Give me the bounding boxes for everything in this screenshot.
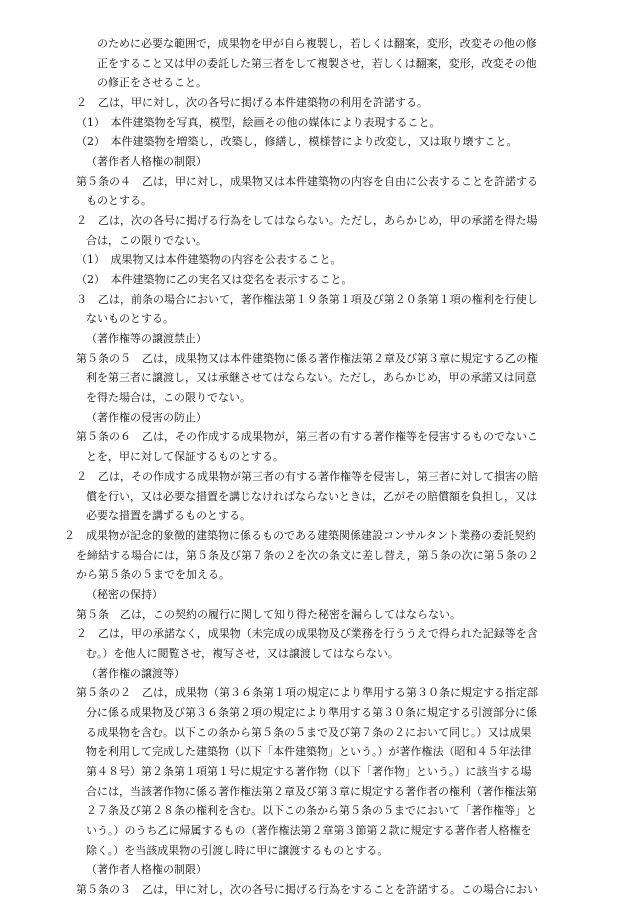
text-line: 除く。）を当該成果物の引渡し時に甲に譲渡するものとする。 <box>86 844 389 857</box>
text-line: 必要な措置を講ずるものとする。 <box>86 509 251 522</box>
text-line: 物を利用して完成した建築物（以下「本件建築物」という。）が著作権法（昭和４５年法律 <box>86 745 532 758</box>
text-line: （1） 成果物又は本件建築物の内容を公表すること。 <box>76 253 342 266</box>
text-line: 第５条 乙は，この契約の履行に関して知り得た秘密を漏らしてはならない。 <box>76 608 461 621</box>
section-heading: （著作者人格権の制限） <box>86 155 207 168</box>
section-heading: （著作権の譲渡等） <box>86 667 185 680</box>
text-line: 分に係る成果物及び第３６条第２項の規定により準用する第３０条に規定する引渡部分に係 <box>86 706 537 719</box>
text-line: ２ 乙は，その作成する成果物が第三者の有する著作権等を侵害し，第三者に対して損害の賠 <box>76 470 538 483</box>
text-line: 償を行い，又は必要な措置を講じなければならないときは，乙がその賠償額を負担し，又は <box>86 490 537 503</box>
text-line: のために必要な範囲で，成果物を甲が自ら複製し，若しくは翻案，変形，改変その他の修 <box>97 37 537 50</box>
text-line: 第５条の２ 乙は，成果物（第３６条第１項の規定により準用する第３０条に規定する指定部 <box>76 686 538 699</box>
text-line: を締結する場合には，第５条及び第７条の２を次の条文に差し替え，第５条の次に第５条の２ <box>76 549 539 562</box>
text-line: 合は，この限りでない。 <box>86 234 207 247</box>
text-line: ２７条及び第２８条の権利を含む。以下この条から第５条の５までにおいて「著作権等」と <box>86 804 537 817</box>
text-line: 合には，当該著作物に係る著作権法第２章及び第３章に規定する著作者の権利（著作権法第 <box>86 785 537 798</box>
text-line: ないものとする。 <box>86 312 174 325</box>
text-line: ３ 乙は，前条の場合において，著作権法第１９条第１項及び第２０条第１項の権利を行使し <box>76 293 538 306</box>
section-heading: （著作権等の譲渡禁止） <box>86 332 207 345</box>
text-line: る成果物を含む。以下この条から第５条の５まで及び第７条の２において同じ。）又は成果 <box>86 726 532 739</box>
text-line: 第５条の４ 乙は，甲に対し，成果物又は本件建築物の内容を自由に公表することを許諾する <box>76 175 538 188</box>
text-line: ２ 乙は，甲に対し，次の各号に掲げる本件建築物の利用を許諾する。 <box>76 96 428 109</box>
text-line: ２ 乙は，甲の承諾なく，成果物（未完成の成果物及び業務を行ううえで得られた記録等を含 <box>76 627 538 640</box>
text-line: ２ 乙は，次の各号に掲げる行為をしてはならない。ただし，あらかじめ，甲の承諾を得た場 <box>76 214 538 227</box>
text-line: 利を第三者に譲渡し，又は承継させてはならない。ただし，あらかじめ，甲の承諾又は同意 <box>86 371 537 384</box>
text-line: から第５条の５までを加える。 <box>76 568 230 581</box>
text-line: の修正をさせること。 <box>97 76 207 89</box>
text-line: 第５条の３ 乙は，甲に対し，次の各号に掲げる行為をすることを許諾する。この場合におい <box>76 883 538 896</box>
text-line: 第４８号）第２条第１項第１号に規定する著作物（以下「著作物」という。）に該当する場 <box>86 765 532 778</box>
text-line: 第５条の６ 乙は，その作成する成果物が，第三者の有する著作権等を侵害するものでないこ <box>76 430 538 443</box>
text-line: ２ 成果物が記念的象徴的建築物に係るものである建築関係建設コンサルタント業務の委託契約 <box>64 529 537 542</box>
text-line: ものとする。 <box>86 194 152 207</box>
text-line: 正をすること又は甲の委託した第三者をして複製させ，若しくは翻案，変形，改変その他 <box>97 57 537 70</box>
text-line: 第５条の５ 乙は，成果物又は本件建築物に係る著作権法第２章及び第３章に規定する乙の権 <box>76 352 538 365</box>
text-line: いう。）のうち乙に帰属するもの（著作権法第２章第３節第２款に規定する著作者人格権を <box>86 824 532 837</box>
section-heading: （秘密の保持） <box>86 588 163 601</box>
text-line: （1） 本件建築物を写真，模型，絵画その他の媒体により表現すること。 <box>76 116 441 129</box>
text-line: む。）を他人に閲覧させ，複写させ，又は譲渡してはならない。 <box>86 647 399 660</box>
text-line: （2） 本件建築物を増築し，改築し，修繕し，模様替により改変し，又は取り壊すこと。 <box>76 135 518 148</box>
text-line: とを，甲に対して保証するものとする。 <box>86 450 284 463</box>
text-line: （2） 本件建築物に乙の実名又は変名を表示すること。 <box>76 273 353 286</box>
section-heading: （著作権の侵害の防止） <box>86 411 207 424</box>
section-heading: （著作者人格権の制限） <box>86 863 207 876</box>
text-line: を得た場合は，この限りでない。 <box>86 391 251 404</box>
